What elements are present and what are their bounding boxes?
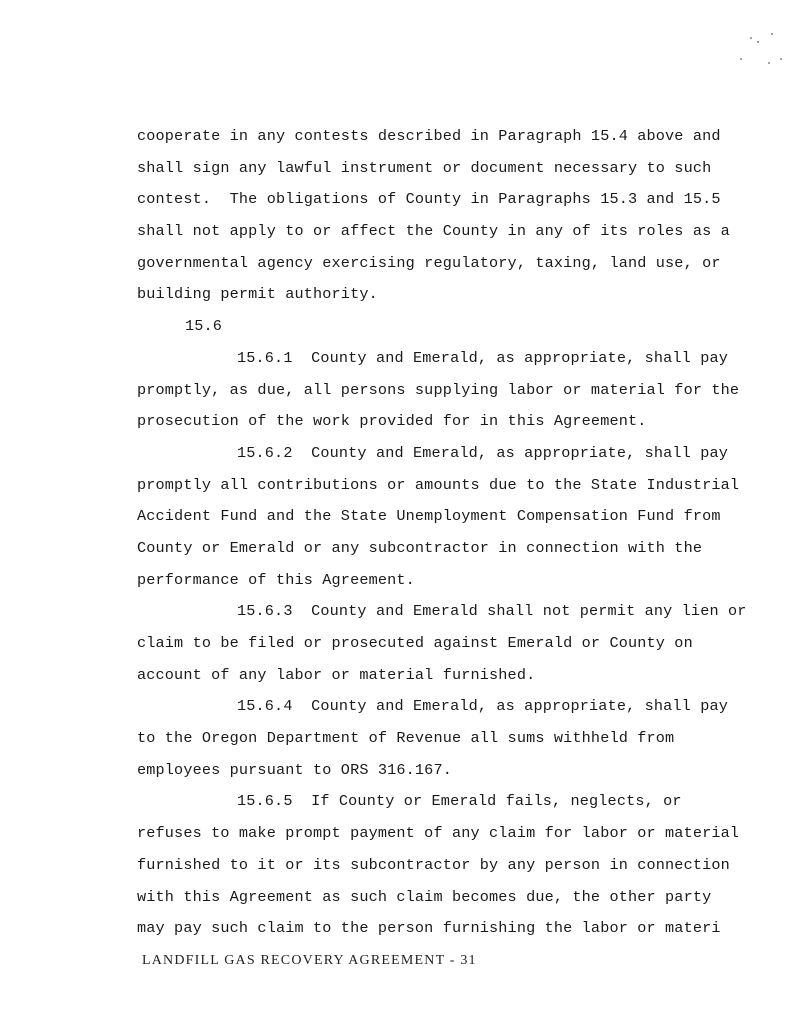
subsection-heading-line: 15.6.5 If County or Emerald fails, neglects, or: [237, 792, 682, 811]
text-line: claim to be filed or prosecuted against Emerald or County on: [137, 634, 693, 652]
subsection-heading-line: 15.6.1 County and Emerald, as appropriate, shall pay: [237, 348, 728, 367]
text-line: furnished to it or its subcontractor by any person in connection: [137, 855, 730, 874]
text-line: Accident Fund and the State Unemployment Compensation Fund from: [137, 507, 721, 526]
text-line: promptly all contributions or amounts due to the State Industrial: [137, 475, 740, 494]
scan-speck: [771, 33, 773, 35]
text-line: prosecution of the work provided for in this Agreement.: [137, 412, 647, 431]
subsection-heading-line: 15.6.2 County and Emerald, as appropriate, shall pay: [237, 443, 728, 462]
scan-speck: [780, 58, 782, 60]
document-body: [137, 121, 792, 945]
text-line: with this Agreement as such claim becomes due, the other party: [137, 887, 712, 906]
text-line: may pay such claim to the person furnishing the labor or materi: [137, 919, 721, 938]
scan-speck: [750, 37, 752, 39]
text-line: County or Emerald or any subcontractor in connection with the: [137, 538, 703, 557]
text-line: to the Oregon Department of Revenue all sums withheld from: [137, 729, 675, 748]
subsection-heading-line: 15.6.4 County and Emerald, as appropriate, shall pay: [237, 697, 728, 716]
text-line: shall sign any lawful instrument or document necessary to such: [137, 158, 712, 177]
page-footer: LANDFILL GAS RECOVERY AGREEMENT - 31: [142, 953, 477, 968]
text-line: shall not apply to or affect the County in any of its roles as a: [137, 222, 730, 241]
text-line: refuses to make prompt payment of any claim for labor or material: [137, 824, 740, 843]
text-line: performance of this Agreement.: [137, 570, 415, 589]
text-line: cooperate in any contests described in Paragraph 15.4 above and: [137, 127, 721, 145]
scan-speck: [740, 58, 742, 60]
text-line: contest. The obligations of County in Paragraphs 15.3 and 15.5: [137, 190, 721, 209]
scan-speck: [757, 41, 759, 43]
subsection-heading-line: 15.6.3 County and Emerald shall not permit any lien or: [237, 602, 747, 621]
text-line: governmental agency exercising regulatory, taxing, land use, or: [137, 253, 721, 272]
text-line: employees pursuant to ORS 316.167.: [137, 760, 452, 779]
text-line: account of any labor or material furnished.: [137, 665, 536, 684]
section-number: 15.6: [185, 317, 223, 336]
text-line: building permit authority.: [137, 285, 378, 304]
scan-speck: [768, 62, 770, 64]
text-line: promptly, as due, all persons supplying labor or material for the: [137, 380, 740, 399]
